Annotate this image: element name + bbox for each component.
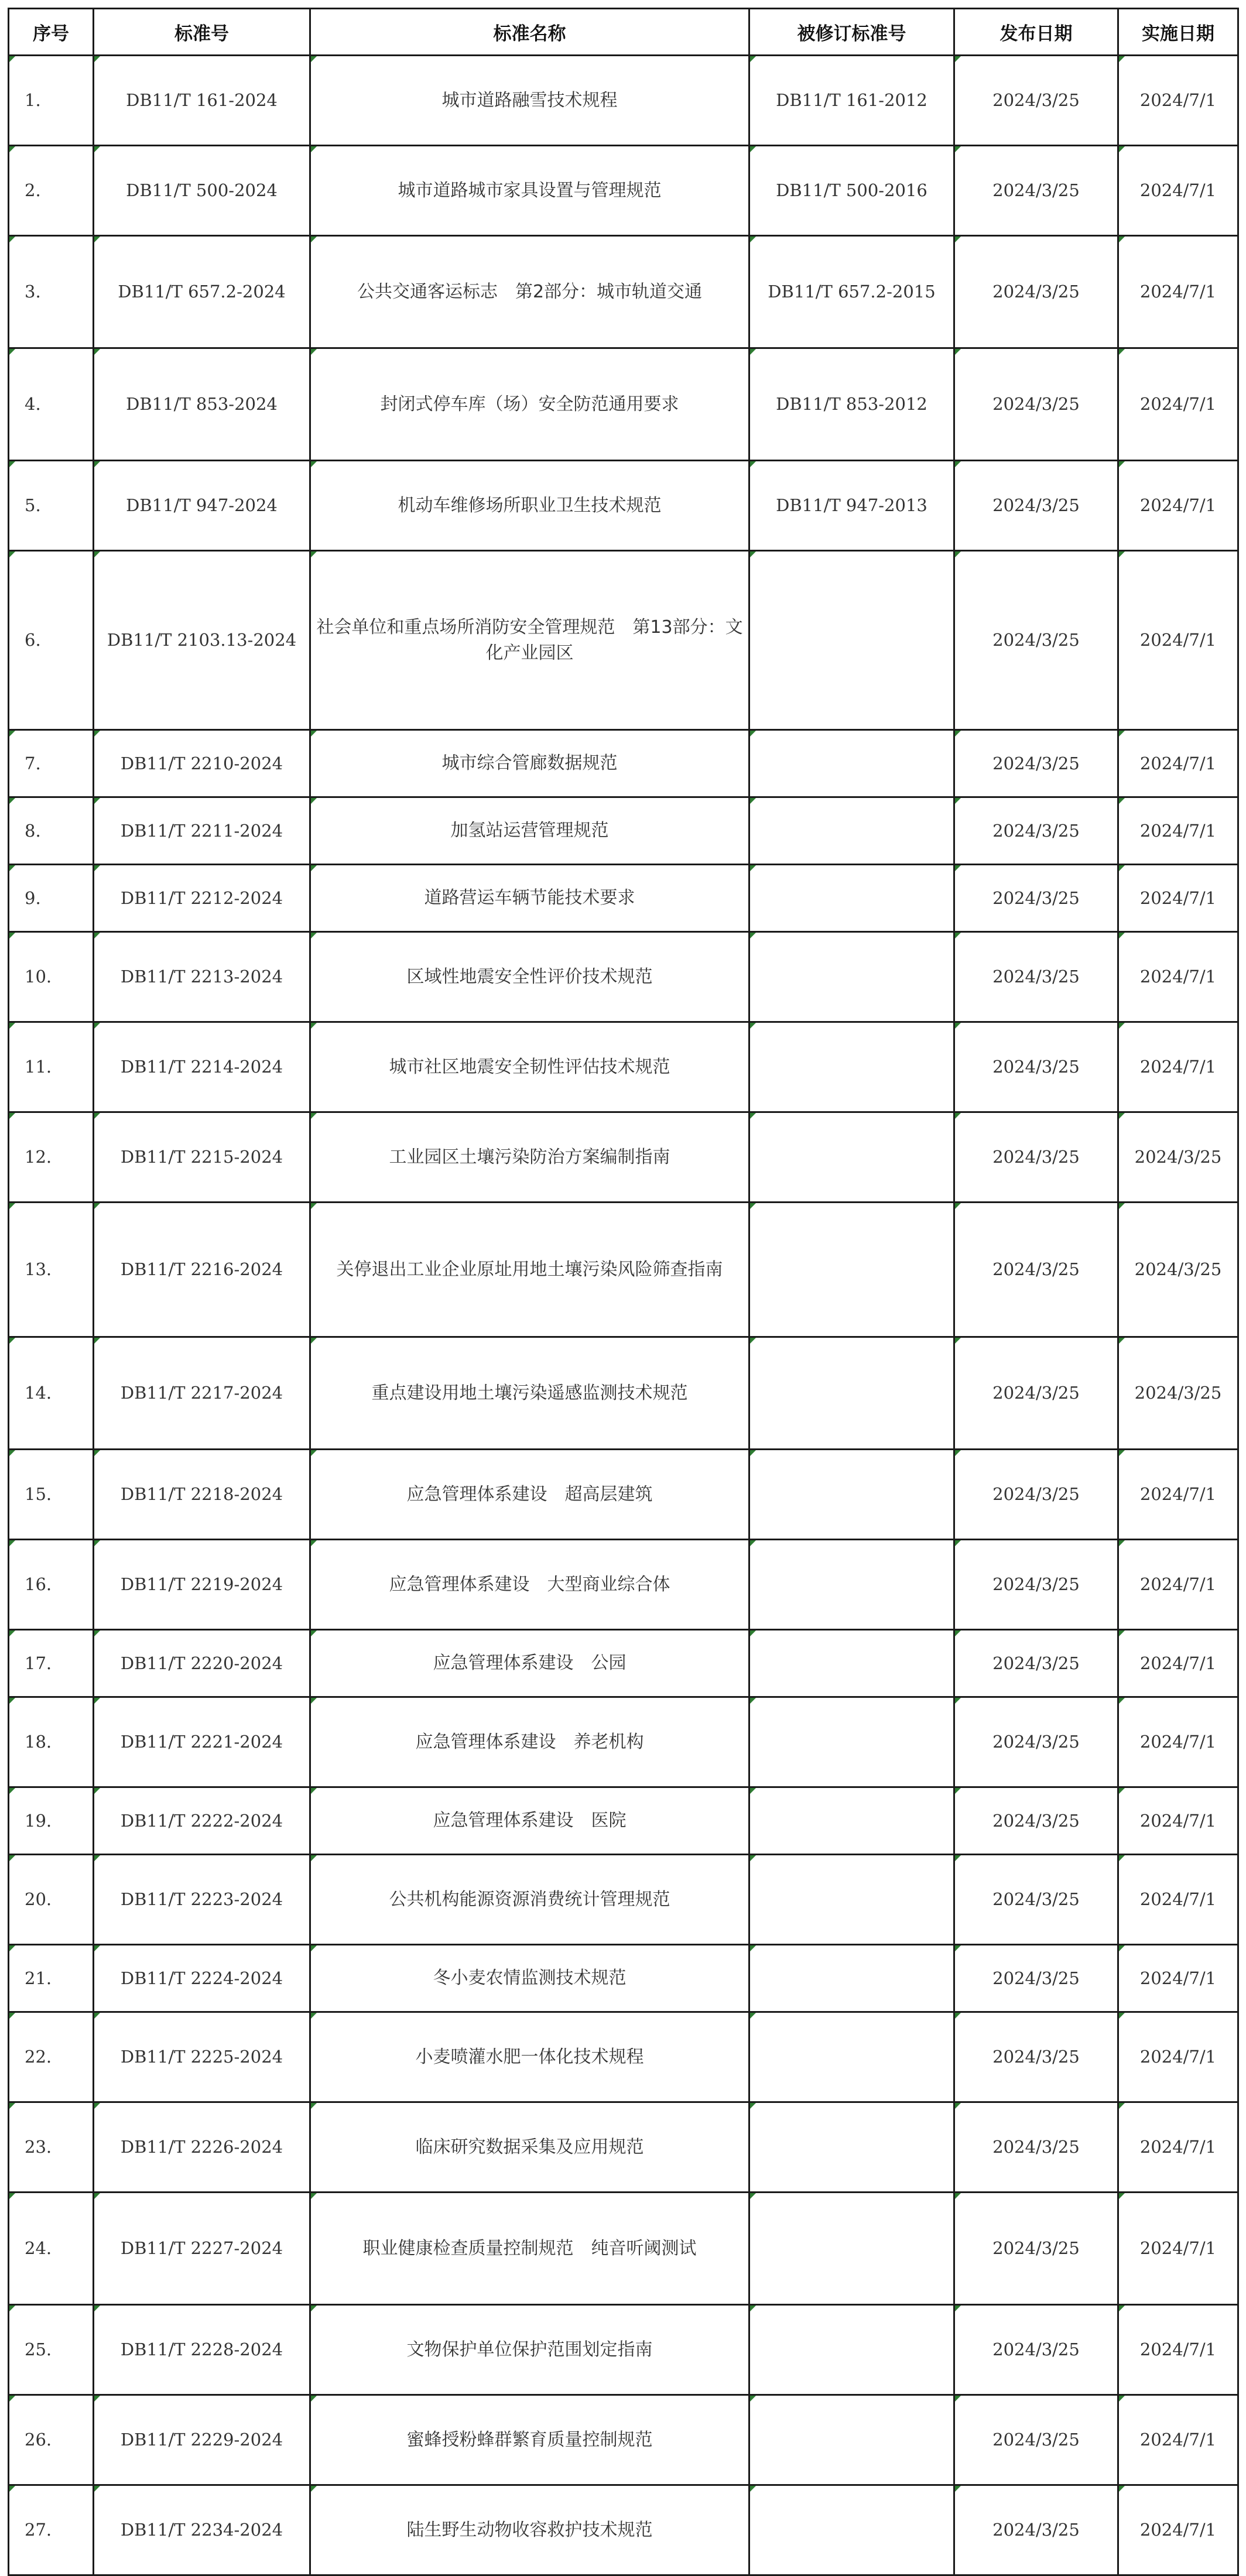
- row-standard-code: DB11/T 161-2024: [94, 56, 310, 146]
- row-standard-name: 重点建设用地土壤污染遥感监测技术规范: [310, 1337, 749, 1450]
- table-row: [9, 348, 1238, 461]
- row-replaced-code: [749, 1540, 954, 1630]
- row-effective-date: 2024/3/25: [1118, 1203, 1238, 1337]
- row-publish-date: 2024/3/25: [954, 1855, 1118, 1945]
- row-standard-name: 应急管理体系建设 大型商业综合体: [310, 1540, 749, 1630]
- table-row: [9, 797, 1238, 865]
- row-effective-date: 2024/7/1: [1118, 2395, 1238, 2485]
- row-effective-date: 2024/7/1: [1118, 1945, 1238, 2012]
- table-row: [9, 1540, 1238, 1630]
- row-effective-date: 2024/7/1: [1118, 146, 1238, 236]
- row-publish-date: 2024/3/25: [954, 1112, 1118, 1203]
- row-publish-date: 2024/3/25: [954, 1945, 1118, 2012]
- row-standard-code: DB11/T 2224-2024: [94, 1945, 310, 2012]
- row-effective-date: 2024/7/1: [1118, 1022, 1238, 1112]
- table-row: [9, 1945, 1238, 2012]
- row-replaced-code: [749, 2193, 954, 2305]
- row-standard-code: DB11/T 2214-2024: [94, 1022, 310, 1112]
- row-publish-date: 2024/3/25: [954, 1540, 1118, 1630]
- row-publish-date: 2024/3/25: [954, 1697, 1118, 1787]
- row-standard-code: DB11/T 2228-2024: [94, 2305, 310, 2395]
- row-seq: 4.: [9, 348, 94, 461]
- row-effective-date: 2024/7/1: [1118, 236, 1238, 348]
- row-seq: 26.: [9, 2395, 94, 2485]
- row-replaced-code: DB11/T 500-2016: [749, 146, 954, 236]
- row-seq: 18.: [9, 1697, 94, 1787]
- table-row: [9, 2102, 1238, 2193]
- row-publish-date: 2024/3/25: [954, 2305, 1118, 2395]
- row-standard-code: DB11/T 657.2-2024: [94, 236, 310, 348]
- row-effective-date: 2024/7/1: [1118, 2485, 1238, 2575]
- table-row: [9, 1855, 1238, 1945]
- row-seq: 22.: [9, 2012, 94, 2102]
- row-standard-code: DB11/T 2210-2024: [94, 730, 310, 797]
- row-seq: 2.: [9, 146, 94, 236]
- row-seq: 19.: [9, 1787, 94, 1855]
- row-standard-name: 城市道路城市家具设置与管理规范: [310, 146, 749, 236]
- row-standard-name: 小麦喷灌水肥一体化技术规程: [310, 2012, 749, 2102]
- row-standard-code: DB11/T 2215-2024: [94, 1112, 310, 1203]
- row-publish-date: 2024/3/25: [954, 865, 1118, 932]
- row-replaced-code: DB11/T 853-2012: [749, 348, 954, 461]
- row-replaced-code: DB11/T 161-2012: [749, 56, 954, 146]
- row-seq: 7.: [9, 730, 94, 797]
- row-publish-date: 2024/3/25: [954, 2102, 1118, 2193]
- row-effective-date: 2024/7/1: [1118, 1787, 1238, 1855]
- table-row: [9, 1697, 1238, 1787]
- row-seq: 3.: [9, 236, 94, 348]
- row-effective-date: 2024/7/1: [1118, 2193, 1238, 2305]
- row-standard-name: 关停退出工业企业原址用地土壤污染风险筛查指南: [310, 1203, 749, 1337]
- row-replaced-code: [749, 2395, 954, 2485]
- row-seq: 9.: [9, 865, 94, 932]
- row-standard-code: DB11/T 2234-2024: [94, 2485, 310, 2575]
- row-effective-date: 2024/7/1: [1118, 730, 1238, 797]
- row-standard-name: 冬小麦农情监测技术规范: [310, 1945, 749, 2012]
- row-publish-date: 2024/3/25: [954, 730, 1118, 797]
- row-publish-date: 2024/3/25: [954, 1203, 1118, 1337]
- row-standard-code: DB11/T 2222-2024: [94, 1787, 310, 1855]
- row-replaced-code: [749, 551, 954, 730]
- table-header-row: [9, 9, 1238, 56]
- standards-table: [8, 8, 1239, 2576]
- row-effective-date: 2024/7/1: [1118, 2102, 1238, 2193]
- row-standard-name: 应急管理体系建设 公园: [310, 1630, 749, 1697]
- row-standard-code: DB11/T 2217-2024: [94, 1337, 310, 1450]
- row-seq: 17.: [9, 1630, 94, 1697]
- table-row: [9, 1450, 1238, 1540]
- table-row: [9, 1787, 1238, 1855]
- row-seq: 13.: [9, 1203, 94, 1337]
- row-seq: 20.: [9, 1855, 94, 1945]
- row-standard-name: 应急管理体系建设 超高层建筑: [310, 1450, 749, 1540]
- row-standard-name: 工业园区土壤污染防治方案编制指南: [310, 1112, 749, 1203]
- row-publish-date: 2024/3/25: [954, 56, 1118, 146]
- row-standard-code: DB11/T 2225-2024: [94, 2012, 310, 2102]
- row-seq: 15.: [9, 1450, 94, 1540]
- row-standard-code: DB11/T 500-2024: [94, 146, 310, 236]
- row-standard-code: DB11/T 2211-2024: [94, 797, 310, 865]
- row-publish-date: 2024/3/25: [954, 2193, 1118, 2305]
- row-seq: 11.: [9, 1022, 94, 1112]
- header-standard-code: 标准号: [94, 9, 310, 56]
- row-seq: 21.: [9, 1945, 94, 2012]
- table-row: [9, 2485, 1238, 2575]
- row-standard-code: DB11/T 2220-2024: [94, 1630, 310, 1697]
- row-standard-code: DB11/T 2229-2024: [94, 2395, 310, 2485]
- table-row: [9, 865, 1238, 932]
- row-effective-date: 2024/7/1: [1118, 1540, 1238, 1630]
- row-standard-code: DB11/T 947-2024: [94, 461, 310, 551]
- row-publish-date: 2024/3/25: [954, 236, 1118, 348]
- table-row: [9, 1337, 1238, 1450]
- row-effective-date: 2024/7/1: [1118, 2305, 1238, 2395]
- row-seq: 16.: [9, 1540, 94, 1630]
- table-row: [9, 236, 1238, 348]
- table-row: [9, 56, 1238, 146]
- row-replaced-code: [749, 2485, 954, 2575]
- row-publish-date: 2024/3/25: [954, 1787, 1118, 1855]
- row-replaced-code: [749, 1787, 954, 1855]
- row-publish-date: 2024/3/25: [954, 2395, 1118, 2485]
- row-replaced-code: [749, 2305, 954, 2395]
- row-replaced-code: [749, 1945, 954, 2012]
- table-row: [9, 461, 1238, 551]
- row-publish-date: 2024/3/25: [954, 1337, 1118, 1450]
- row-replaced-code: [749, 1855, 954, 1945]
- row-publish-date: 2024/3/25: [954, 1630, 1118, 1697]
- header-seq: 序号: [9, 9, 94, 56]
- row-replaced-code: [749, 1337, 954, 1450]
- table-row: [9, 551, 1238, 730]
- row-standard-name: 公共交通客运标志 第2部分：城市轨道交通: [310, 236, 749, 348]
- row-replaced-code: [749, 932, 954, 1022]
- row-effective-date: 2024/7/1: [1118, 1855, 1238, 1945]
- row-seq: 8.: [9, 797, 94, 865]
- table-row: [9, 2012, 1238, 2102]
- row-effective-date: 2024/3/25: [1118, 1337, 1238, 1450]
- row-publish-date: 2024/3/25: [954, 146, 1118, 236]
- row-replaced-code: [749, 730, 954, 797]
- row-replaced-code: [749, 2102, 954, 2193]
- table-row: [9, 2193, 1238, 2305]
- row-effective-date: 2024/3/25: [1118, 1112, 1238, 1203]
- row-replaced-code: [749, 1630, 954, 1697]
- row-effective-date: 2024/7/1: [1118, 461, 1238, 551]
- row-seq: 14.: [9, 1337, 94, 1450]
- header-replaced-code: 被修订标准号: [749, 9, 954, 56]
- table-row: [9, 1630, 1238, 1697]
- row-standard-code: DB11/T 2219-2024: [94, 1540, 310, 1630]
- row-standard-code: DB11/T 2103.13-2024: [94, 551, 310, 730]
- row-seq: 5.: [9, 461, 94, 551]
- row-standard-code: DB11/T 2226-2024: [94, 2102, 310, 2193]
- row-standard-name: 城市道路融雪技术规程: [310, 56, 749, 146]
- row-standard-code: DB11/T 2227-2024: [94, 2193, 310, 2305]
- row-standard-name: 封闭式停车库（场）安全防范通用要求: [310, 348, 749, 461]
- row-seq: 10.: [9, 932, 94, 1022]
- row-replaced-code: DB11/T 947-2013: [749, 461, 954, 551]
- table-row: [9, 932, 1238, 1022]
- row-publish-date: 2024/3/25: [954, 2012, 1118, 2102]
- row-standard-code: DB11/T 2212-2024: [94, 865, 310, 932]
- row-standard-name: 陆生野生动物收容救护技术规范: [310, 2485, 749, 2575]
- row-standard-name: 临床研究数据采集及应用规范: [310, 2102, 749, 2193]
- row-effective-date: 2024/7/1: [1118, 551, 1238, 730]
- row-standard-name: 应急管理体系建设 医院: [310, 1787, 749, 1855]
- row-standard-name: 加氢站运营管理规范: [310, 797, 749, 865]
- table-row: [9, 1112, 1238, 1203]
- row-effective-date: 2024/7/1: [1118, 865, 1238, 932]
- row-standard-name: 城市综合管廊数据规范: [310, 730, 749, 797]
- row-seq: 6.: [9, 551, 94, 730]
- row-seq: 25.: [9, 2305, 94, 2395]
- row-publish-date: 2024/3/25: [954, 551, 1118, 730]
- header-effective-date: 实施日期: [1118, 9, 1238, 56]
- table-body: [9, 56, 1238, 2575]
- table-row: [9, 146, 1238, 236]
- row-standard-name: 文物保护单位保护范围划定指南: [310, 2305, 749, 2395]
- row-standard-name: 社会单位和重点场所消防安全管理规范 第13部分：文化产业园区: [310, 551, 749, 730]
- row-replaced-code: [749, 865, 954, 932]
- row-publish-date: 2024/3/25: [954, 932, 1118, 1022]
- table-row: [9, 2395, 1238, 2485]
- row-publish-date: 2024/3/25: [954, 797, 1118, 865]
- row-replaced-code: [749, 1203, 954, 1337]
- table-row: [9, 1022, 1238, 1112]
- row-seq: 1.: [9, 56, 94, 146]
- row-effective-date: 2024/7/1: [1118, 348, 1238, 461]
- table-row: [9, 730, 1238, 797]
- row-standard-code: DB11/T 2213-2024: [94, 932, 310, 1022]
- row-publish-date: 2024/3/25: [954, 461, 1118, 551]
- row-publish-date: 2024/3/25: [954, 1450, 1118, 1540]
- header-standard-name: 标准名称: [310, 9, 749, 56]
- row-seq: 12.: [9, 1112, 94, 1203]
- row-replaced-code: [749, 2012, 954, 2102]
- row-standard-name: 道路营运车辆节能技术要求: [310, 865, 749, 932]
- row-standard-code: DB11/T 2218-2024: [94, 1450, 310, 1540]
- row-standard-name: 应急管理体系建设 养老机构: [310, 1697, 749, 1787]
- row-standard-code: DB11/T 2221-2024: [94, 1697, 310, 1787]
- row-replaced-code: DB11/T 657.2-2015: [749, 236, 954, 348]
- row-effective-date: 2024/7/1: [1118, 2012, 1238, 2102]
- row-replaced-code: [749, 1112, 954, 1203]
- row-effective-date: 2024/7/1: [1118, 1450, 1238, 1540]
- row-replaced-code: [749, 1697, 954, 1787]
- row-seq: 23.: [9, 2102, 94, 2193]
- row-replaced-code: [749, 797, 954, 865]
- row-standard-code: DB11/T 2216-2024: [94, 1203, 310, 1337]
- row-replaced-code: [749, 1450, 954, 1540]
- row-effective-date: 2024/7/1: [1118, 1697, 1238, 1787]
- row-publish-date: 2024/3/25: [954, 2485, 1118, 2575]
- row-effective-date: 2024/7/1: [1118, 797, 1238, 865]
- header-publish-date: 发布日期: [954, 9, 1118, 56]
- row-standard-name: 蜜蜂授粉蜂群繁育质量控制规范: [310, 2395, 749, 2485]
- row-effective-date: 2024/7/1: [1118, 1630, 1238, 1697]
- row-effective-date: 2024/7/1: [1118, 932, 1238, 1022]
- table-row: [9, 2305, 1238, 2395]
- row-standard-name: 城市社区地震安全韧性评估技术规范: [310, 1022, 749, 1112]
- row-publish-date: 2024/3/25: [954, 348, 1118, 461]
- row-standard-name: 机动车维修场所职业卫生技术规范: [310, 461, 749, 551]
- row-standard-name: 区域性地震安全性评价技术规范: [310, 932, 749, 1022]
- table-row: [9, 1203, 1238, 1337]
- row-standard-code: DB11/T 853-2024: [94, 348, 310, 461]
- row-replaced-code: [749, 1022, 954, 1112]
- row-effective-date: 2024/7/1: [1118, 56, 1238, 146]
- row-seq: 27.: [9, 2485, 94, 2575]
- row-standard-code: DB11/T 2223-2024: [94, 1855, 310, 1945]
- row-publish-date: 2024/3/25: [954, 1022, 1118, 1112]
- row-standard-name: 公共机构能源资源消费统计管理规范: [310, 1855, 749, 1945]
- row-seq: 24.: [9, 2193, 94, 2305]
- row-standard-name: 职业健康检查质量控制规范 纯音听阈测试: [310, 2193, 749, 2305]
